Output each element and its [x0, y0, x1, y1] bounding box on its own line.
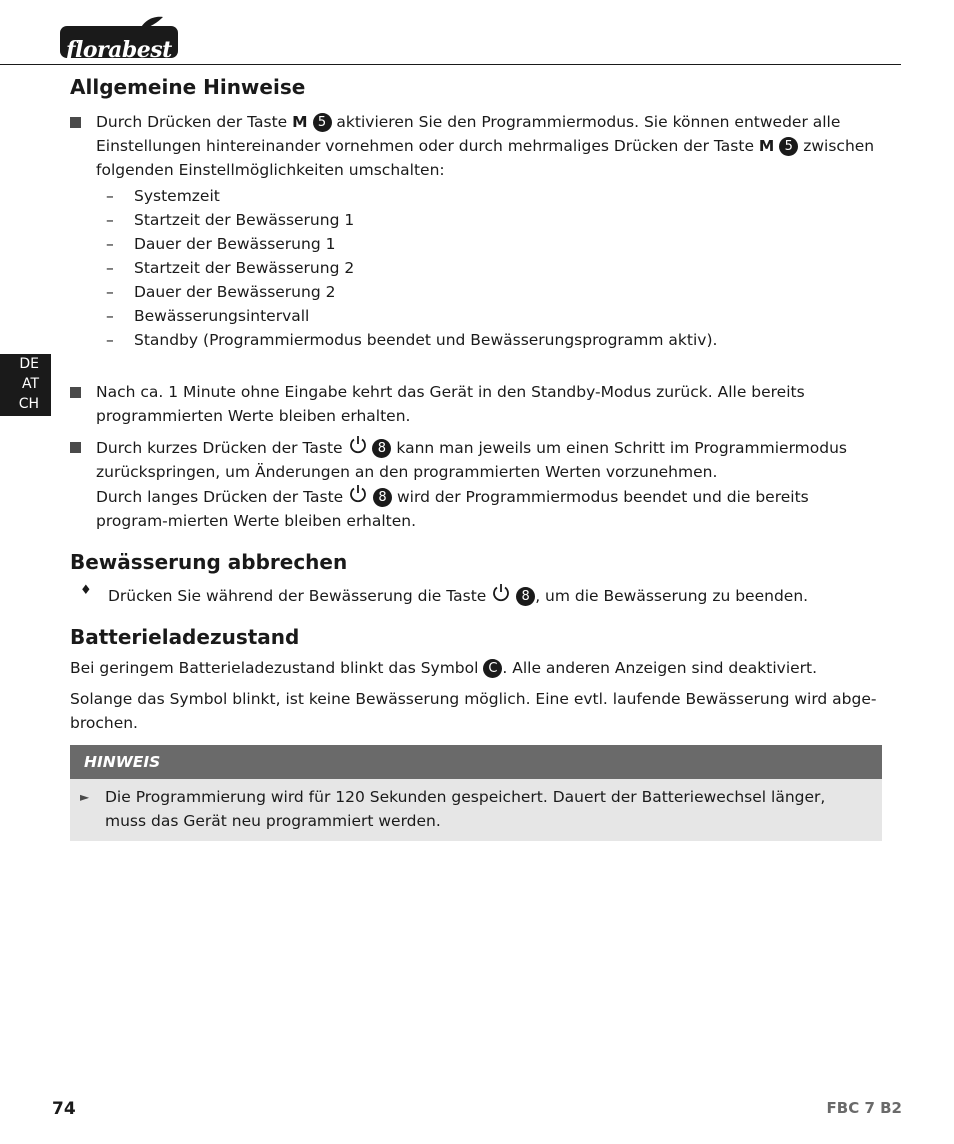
lang-at: AT: [21, 376, 39, 392]
number-5-icon: 5: [779, 137, 798, 156]
bullet-standby-timeout: [70, 380, 882, 428]
list-item: – Startzeit der Bewässerung 2: [106, 259, 355, 277]
section-title-allgemeine-hinweise: Allgemeine Hinweise: [70, 75, 306, 99]
square-bullet-icon: [70, 442, 81, 453]
note-text: Die Programmierung wird für 120 Sekunden gespeichert. Dauert der Batteriewechsel länger, muss das Gerät neu programmiert werden.: [105, 788, 826, 830]
list-item: – Startzeit der Bewässerung 1: [106, 211, 355, 229]
section-title-bewaesserung-abbrechen: Bewässerung abbrechen: [70, 550, 348, 574]
settings-list: [106, 184, 882, 352]
bullet-programmiermodus: [70, 110, 882, 182]
bullet-text: Durch Drücken der Taste M 5 aktivieren Sie den Programmiermodus. Sie können entweder alle Einstellungen hintereinander vornehmen oder durch mehrmaliges Drücken der Taste M 5 zwischen folgenden Einstellmöglichkeiten umschalten:: [96, 113, 875, 179]
section-title-batterieladezustand: Batterieladezustand: [70, 625, 300, 649]
number-5-icon: 5: [313, 113, 332, 132]
square-bullet-icon: [70, 387, 81, 398]
list-item: – Standby (Programmiermodus beendet und Bewässerungsprogramm aktiv).: [106, 331, 718, 349]
power-icon: [491, 583, 511, 603]
bullet-back-key: [70, 435, 882, 533]
list-item: – Dauer der Bewässerung 1: [106, 235, 336, 253]
instruction-text: Drücken Sie während der Bewässerung die Taste 8 , um die Bewässerung zu beenden.: [108, 583, 882, 608]
language-tab: [0, 354, 51, 416]
battery-symbol-c-icon: C: [483, 659, 502, 678]
header-rule: [0, 64, 901, 65]
model-number: FBC 7 B2: [826, 1099, 902, 1117]
battery-paragraph-1: Bei geringem Batterieladezustand blinkt das Symbol C . Alle anderen Anzeigen sind deaktiviert.: [70, 659, 818, 677]
page-content: [70, 72, 882, 841]
list-item: – Systemzeit: [106, 187, 220, 205]
battery-paragraph-2: Solange das Symbol blinkt, ist keine Bewässerung möglich. Eine evtl. laufende Bewässerung wird abge-brochen.: [70, 690, 877, 732]
power-icon: [348, 435, 368, 455]
number-8-icon: 8: [373, 488, 392, 507]
florabest-logo: [60, 16, 180, 63]
bullet-text: Durch kurzes Drücken der Taste 8 kann man jeweils um einen Schritt im Programmiermodus zurückspringen, um Änderungen an den programmierten Werten vorzunehmen.: [96, 435, 882, 484]
page-number: 74: [52, 1099, 76, 1119]
logo-badge: [60, 26, 178, 63]
logo-text: florabest: [66, 37, 172, 63]
bullet-text-2: Durch langes Drücken der Taste 8 wird der Programmiermodus beendet und die bereits program-mierten Werte bleiben erhalten.: [96, 484, 882, 533]
arrow-bullet-icon: ►: [80, 790, 90, 804]
lang-de: DE: [19, 356, 39, 372]
note-heading: HINWEIS: [70, 745, 882, 779]
square-bullet-icon: [70, 117, 81, 128]
number-8-icon: 8: [372, 439, 391, 458]
lang-ch: CH: [18, 396, 39, 412]
list-item: – Dauer der Bewässerung 2: [106, 283, 336, 301]
instruction-item: [70, 583, 882, 608]
number-8-icon: 8: [516, 587, 535, 606]
power-icon: [348, 484, 368, 504]
bullet-text: Nach ca. 1 Minute ohne Eingabe kehrt das Gerät in den Standby-Modus zurück. Alle bereits programmierten Werte bleiben erhalten.: [96, 383, 805, 425]
diamond-bullet-icon: ♦: [80, 583, 92, 598]
note-body: [70, 779, 882, 841]
note-box: [70, 745, 882, 841]
list-item: – Bewässerungsintervall: [106, 307, 310, 325]
